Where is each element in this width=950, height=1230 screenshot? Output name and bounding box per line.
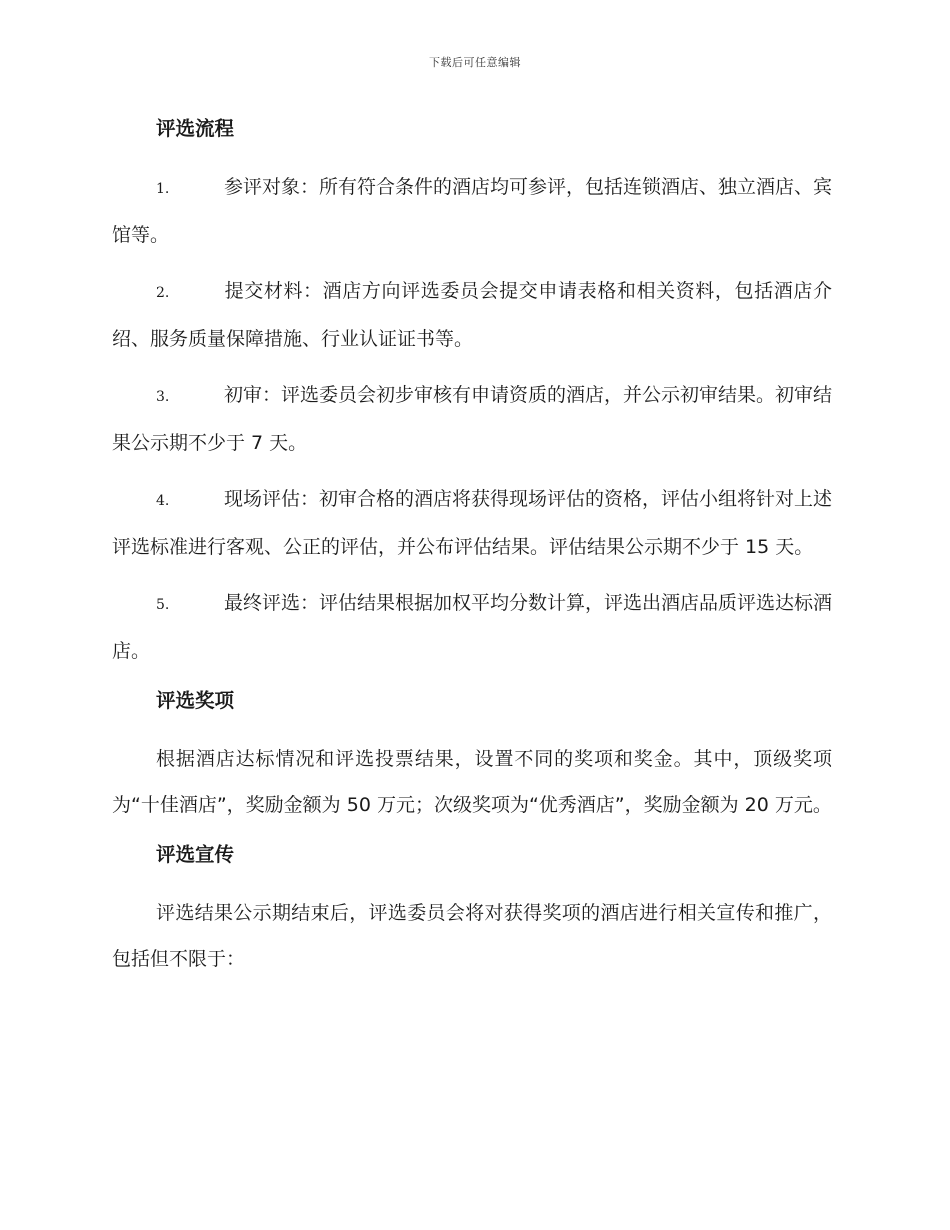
list-item-text: 最终评选：评估结果根据加权平均分数计算，评选出酒店品质评选达标酒店。 — [112, 592, 833, 662]
list-item-text: 初审：评选委员会初步审核有申请资质的酒店，并公示初审结果。初审结果公示期不少于 7 天。 — [112, 384, 833, 454]
page-header-note: 下载后可任意编辑 — [429, 56, 521, 69]
list-item — [112, 372, 832, 466]
document-body — [112, 112, 832, 992]
list-item-text: 提交材料：酒店方向评选委员会提交申请表格和相关资料，包括酒店介绍、服务质量保障措施、行业认证证书等。 — [112, 280, 832, 350]
list-item-text: 参评对象：所有符合条件的酒店均可参评，包括连锁酒店、独立酒店、宾馆等。 — [112, 176, 833, 246]
list-item — [112, 476, 832, 570]
list-item-number: 3. — [156, 389, 170, 405]
list-item — [112, 164, 832, 258]
list-item-number: 4. — [156, 493, 170, 509]
section-heading-promotion: 评选宣传 — [156, 843, 235, 866]
list-item-text: 现场评估：初审合格的酒店将获得现场评估的资格，评估小组将针对上述评选标准进行客观、公正的评估，并公布评估结果。评估结果公示期不少于 15 天。 — [112, 488, 833, 558]
list-item — [112, 268, 832, 362]
awards-paragraph: 根据酒店达标情况和评选投票结果，设置不同的奖项和奖金。其中，顶级奖项为“十佳酒店”，奖励金额为 50 万元；次级奖项为“优秀酒店”，奖励金额为 20 万元。 — [112, 748, 832, 816]
section-heading-process: 评选流程 — [156, 117, 235, 140]
list-item-number: 1. — [156, 181, 170, 197]
section-heading-awards: 评选奖项 — [156, 689, 235, 712]
list-item — [112, 580, 832, 674]
list-item-number: 5. — [156, 597, 170, 613]
list-item-number: 2. — [156, 285, 170, 301]
promotion-paragraph: 评选结果公示期结束后，评选委员会将对获得奖项的酒店进行相关宣传和推广，包括但不限于： — [112, 902, 832, 970]
